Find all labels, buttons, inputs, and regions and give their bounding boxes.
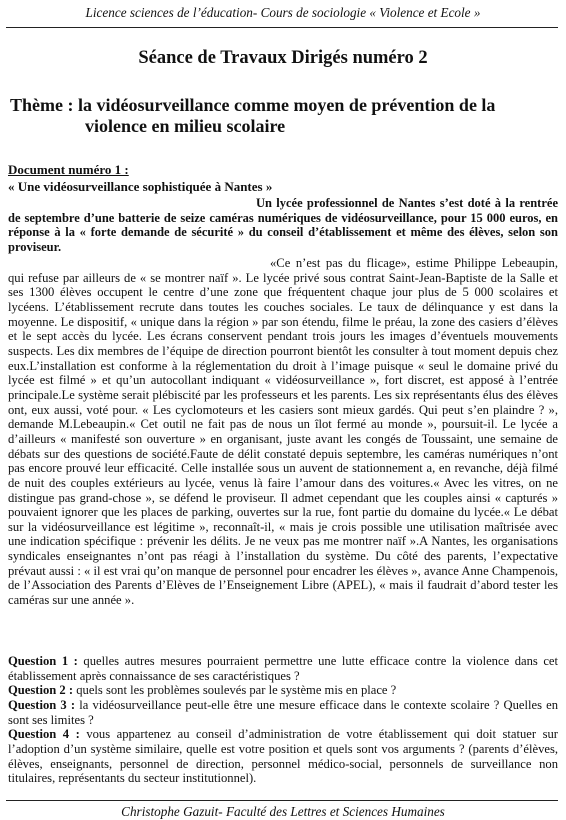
question-item [8, 683, 558, 698]
course-header: Licence sciences de l’éducation- Cours de sociologie « Violence et Ecole » [85, 5, 481, 20]
question-item [8, 654, 558, 683]
question-item [8, 698, 558, 727]
questions-list [8, 654, 558, 786]
article-body: «Ce n’est pas du flicage», estime Philippe Lebeaupin, qui refuse par ailleurs de « se montrer naïf ». Le lycée privé sous contrat Saint-Jean-Baptiste de la Salle et ses 1300 élèves occupent le centre d’une zone que fréquentent chaque jour plus de 5 000 scolaires et lycéens. L’établissement recrute dans toutes les couches sociales. Le taux de délinquance y est dans la moyenne. Le dispositif, « unique dans la région » par son étendu, filme le préau, la zone des casiers d’élèves et le sept accès du lycée. Les écrans conservent pendant trois jours les images d’éventuels mouvements suspects. Les dix membres de l’équipe de direction pourront bientôt les consulter à tout moment depuis chez eux.L’installation est conforme à la réglementation du droit à l’image puisque « seul le domaine privé du lycée est filmé » et qu’un autocollant indiquant « vidéosurveillance », fort discret, est apposé à l’entrée principale.Le système serait plébiscité par les professeurs et les parents. Les six représentants élus des élèves ont, eux aussi, voté pour. « Les cyclomoteurs et les casiers sont mieux gardés. Qui peut s’en plaindre ? », demande M.Lebeaupin.« Cet outil ne fait pas de nous un îlot fermé au monde », poursuit-il. Le lycée a d’ailleurs « manifesté son ouverture » en organisant, juste avant les congés de Toussaint, une semaine de débats sur des questions de société.Faute de délit constaté depuis septembre, les caméras numériques n’ont pas encore prouvé leur efficacité. Celle installée sous un auvent de stationnement a, en revanche, déjà filmé de nuit des couples extérieurs au lycée, venus là faire l’amour dans des voitures.« Avec les vitres, on ne distingue pas grand-chose », se défend le proviseur. Il admet cependant que les couples ainsi « capturés » pouvaient ignorer que les places de parking, ouvertes sur la rue, font partie du domaine du lycée.« Le débat sur la vidéosurveillance est légitime », reconnaît-il, « mais je crois possible une utilisation maîtrisée avec une indication spécifique : prévenir les délits. Je ne veux pas me montrer naïf ».A Nantes, les organisations syndicales enseignantes n’ont pas réagi à l’installation du système. Du côté des parents, l’expectative prévaut aussi : « il est vrai qu’on manque de personnel pour encadrer les élèves », avance Anne Champenois, de l’Association des Parents d’Elèves de l’Enseignement Libre (APEL), « mais il faudrait d’abord tester les caméras sur une année ». [8, 256, 558, 608]
theme-line-1: Thème : la vidéosurveillance comme moyen de prévention de la [10, 95, 496, 115]
question-text: la vidéosurveillance peut-elle être une mesure efficace dans le contexte scolaire ? Quelles en sont ses limites ? [8, 697, 559, 727]
question-label: Question 1 : [8, 654, 78, 668]
document-number: Document numéro 1 : [8, 162, 129, 177]
document-title: « Une vidéosurveillance sophistiquée à Nantes » [8, 179, 273, 194]
header-divider [6, 27, 558, 28]
question-label: Question 2 : [8, 683, 74, 698]
footer-divider [6, 800, 558, 801]
question-label: Question 3 : [8, 697, 76, 712]
question-label: Question 4 : [8, 727, 80, 742]
question-item [8, 727, 558, 786]
question-text: vous appartenez au conseil d’administration de votre établissement qui doit statuer sur l’adoption d’un système similaire, quelle est votre position et quels sont vos arguments ? (parents d’élèves, élèves, enseignants, personnel de direction, personnel médico-social, personnels de surveillance non titulaires, représentants du secteur institutionnel). [8, 727, 558, 786]
question-text: quels sont les problèmes soulevés par le système mis en place ? [76, 683, 397, 698]
theme-heading [10, 95, 555, 137]
theme-line-2: violence en milieu scolaire [85, 116, 286, 136]
article-lead: Un lycée professionnel de Nantes s’est doté à la rentrée de septembre d’une batterie de seize caméras numériques de vidéosurveillance, pour 15 000 euros, en réponse à la « forte demande de sécurité » du conseil d’établissement et même des élèves, selon son proviseur. [8, 196, 558, 254]
author-footer: Christophe Gazuit- Faculté des Lettres et Sciences Humaines [121, 804, 445, 819]
question-text: quelles autres mesures pourraient permettre une lutte efficace contre la violence dans cet établissement après connaissance de ses caractéristiques ? [8, 654, 558, 683]
page-title: Séance de Travaux Dirigés numéro 2 [138, 48, 428, 68]
